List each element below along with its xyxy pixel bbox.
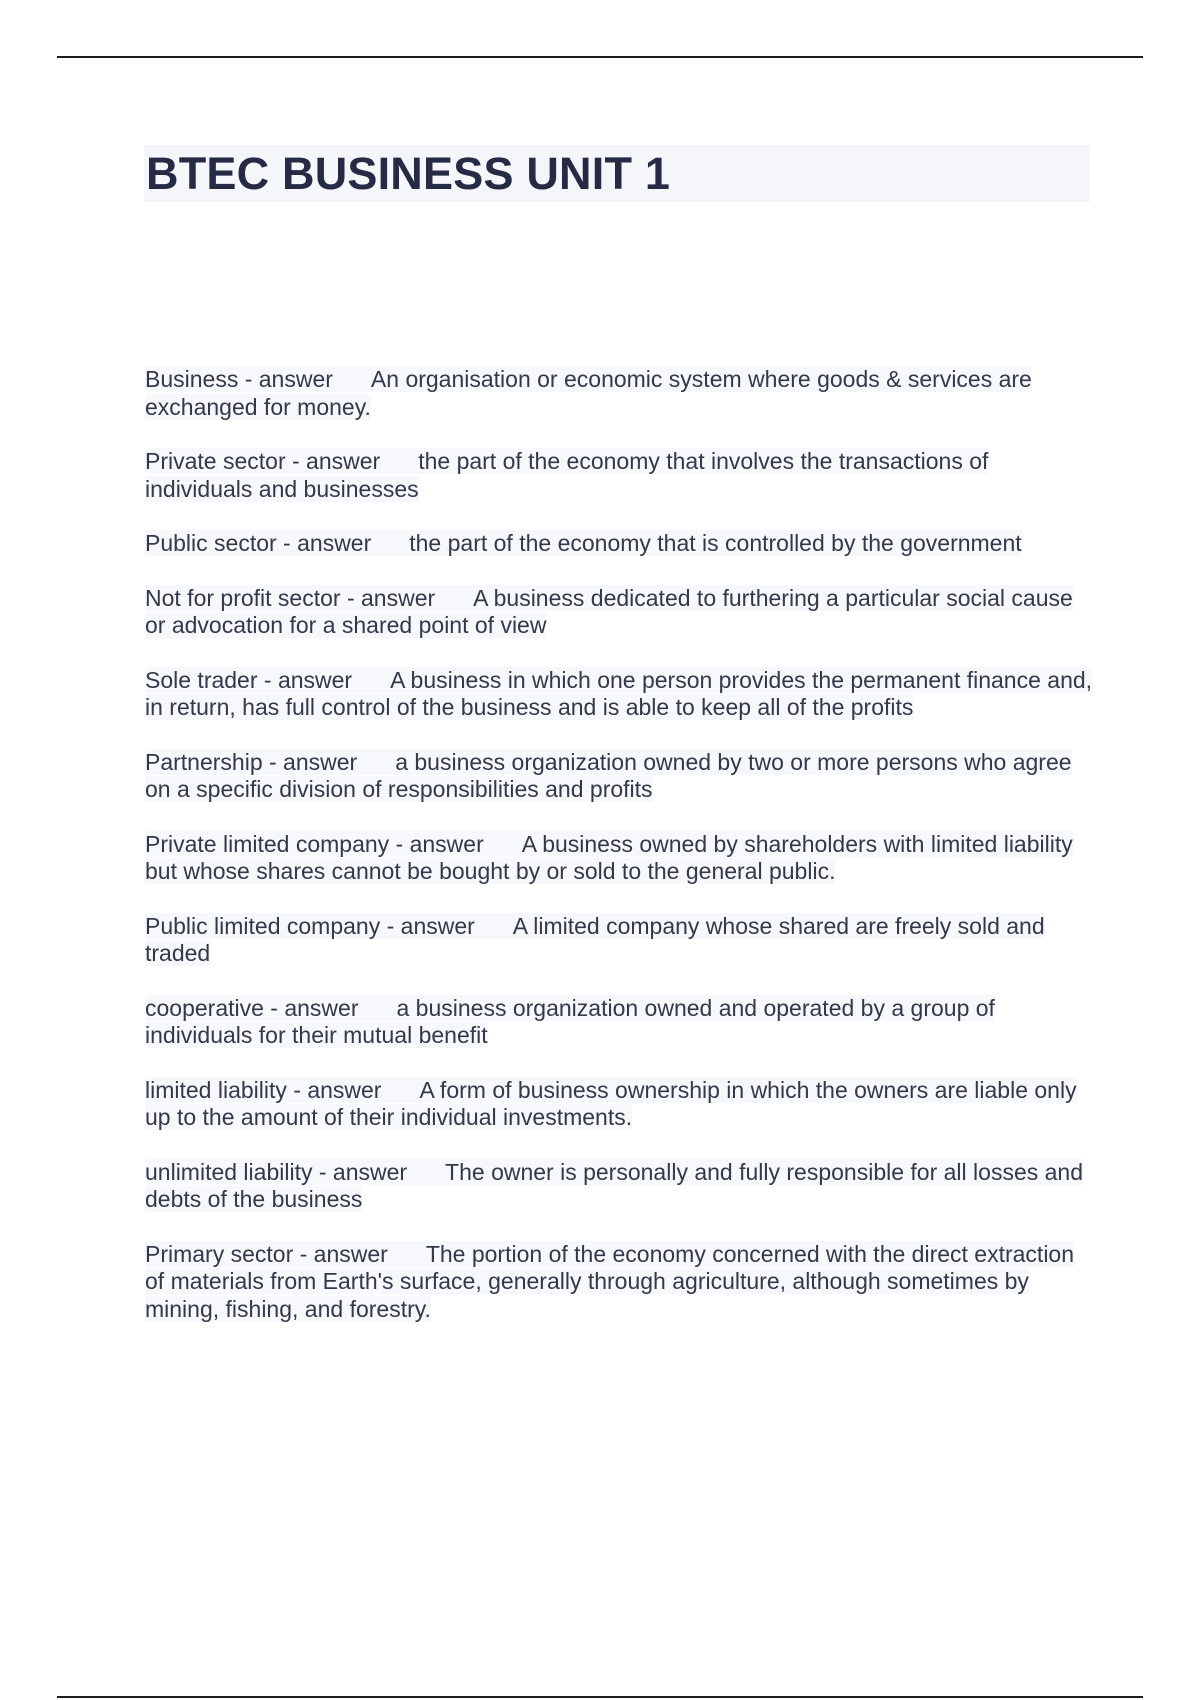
page-title: BTEC BUSINESS UNIT 1 xyxy=(146,148,671,199)
flashcard-entry xyxy=(145,585,1095,640)
entry-term: Private sector - answer xyxy=(145,448,381,474)
flashcard-entry xyxy=(145,667,1095,722)
entry-term: Business - answer xyxy=(145,366,333,392)
entry-term: Not for profit sector - answer xyxy=(145,584,436,611)
flashcard-entry xyxy=(145,995,1095,1050)
flashcard-entry xyxy=(145,530,1095,558)
entry-definition: the part of the economy that is controlled by the government xyxy=(409,530,1022,556)
flashcard-entry xyxy=(145,448,1095,503)
entry-definition: A limited company whose shared are freely sold and traded xyxy=(145,912,1045,966)
entry-term: Partnership - answer xyxy=(145,748,358,775)
flashcard-entry xyxy=(145,1159,1095,1214)
entry-definition: The owner is personally and fully responsible for all losses and debts of the business xyxy=(145,1158,1083,1212)
entry-definition: a business organization owned and operated by a group of individuals for their mutual benefit xyxy=(145,994,995,1048)
entry-definition: A business in which one person provides the permanent finance and, in return, has full control of the business and is able to keep all of the profits xyxy=(145,666,1093,720)
flashcard-entry xyxy=(145,831,1095,886)
top-divider xyxy=(57,56,1143,58)
entry-definition: a business organization owned by two or more persons who agree on a specific division of responsibilities and profits xyxy=(145,748,1072,802)
entry-term: Public sector - answer xyxy=(145,530,372,556)
entry-definition: the part of the economy that involves the transactions of individuals and businesses xyxy=(145,448,989,502)
entry-definition: The portion of the economy concerned with the direct extraction of materials from Earth's surface, generally through agriculture, although sometimes by mining, fishing, and forestry. xyxy=(145,1240,1075,1322)
flashcard-list xyxy=(145,366,1095,1350)
entry-term: Public limited company - answer xyxy=(145,912,475,939)
flashcard-entry xyxy=(145,1077,1095,1132)
entry-term: Sole trader - answer xyxy=(145,666,353,693)
entry-definition: A business owned by shareholders with limited liability but whose shares cannot be bought by or sold to the general public. xyxy=(145,830,1073,884)
entry-term: Primary sector - answer xyxy=(145,1240,388,1267)
entry-definition: An organisation or economic system where goods & services are exchanged for money. xyxy=(145,366,1032,420)
bottom-divider xyxy=(57,1696,1143,1698)
flashcard-entry xyxy=(145,749,1095,804)
entry-term: cooperative - answer xyxy=(145,994,359,1021)
flashcard-entry xyxy=(145,913,1095,968)
entry-term: limited liability - answer xyxy=(145,1076,382,1103)
entry-term: unlimited liability - answer xyxy=(145,1158,408,1185)
flashcard-entry xyxy=(145,366,1095,421)
entry-definition: A form of business ownership in which the owners are liable only up to the amount of their individual investments. xyxy=(145,1076,1077,1130)
entry-definition: A business dedicated to furthering a particular social cause or advocation for a shared point of view xyxy=(145,584,1073,638)
entry-term: Private limited company - answer xyxy=(145,830,484,857)
flashcard-entry xyxy=(145,1241,1095,1324)
